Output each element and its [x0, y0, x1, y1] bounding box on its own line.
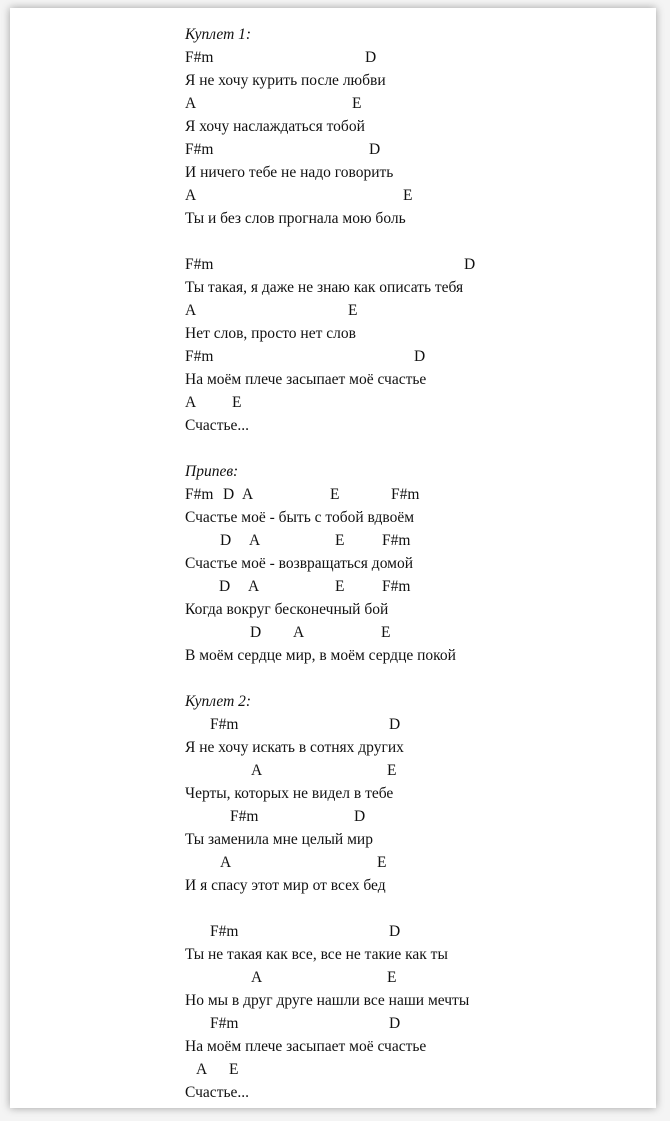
chord: A	[251, 762, 263, 779]
lyric-line: Счастье моё - возвращаться домой	[185, 555, 414, 572]
lyric-line: Ты такая, я даже не знаю как описать тебя	[185, 279, 464, 296]
lyric-line: И ничего тебе не надо говорить	[185, 164, 394, 181]
section-title: Припев:	[185, 463, 239, 480]
chord-line	[185, 851, 655, 874]
chord-line	[185, 138, 655, 161]
chord: A	[185, 302, 197, 319]
chord-line	[185, 345, 655, 368]
chord-line	[185, 713, 655, 736]
chord: D	[389, 923, 401, 940]
chord: F#m	[382, 578, 411, 595]
chord: D	[389, 1015, 401, 1032]
chord: E	[348, 302, 358, 319]
chord: A	[251, 969, 263, 986]
chord-line	[185, 1012, 655, 1035]
chord: A	[185, 95, 197, 112]
chord: E	[335, 532, 345, 549]
chord: F#m	[185, 348, 214, 365]
chord: F#m	[391, 486, 420, 503]
chord: D	[223, 486, 235, 503]
chord: E	[335, 578, 345, 595]
chord-line	[185, 759, 655, 782]
chord: D	[389, 716, 401, 733]
spacer	[185, 437, 655, 460]
chord: A	[220, 854, 232, 871]
chord: D	[464, 256, 476, 273]
chord: F#m	[185, 49, 214, 66]
chord-line	[185, 966, 655, 989]
lyric-line: Я хочу наслаждаться тобой	[185, 118, 365, 135]
chord: F#m	[185, 486, 214, 503]
chord: E	[330, 486, 340, 503]
spacer	[185, 230, 655, 253]
chord: F#m	[382, 532, 411, 549]
chord: A	[196, 1061, 208, 1078]
lyric-line: Я не хочу искать в сотнях других	[185, 739, 404, 756]
lyric-line: Счастье...	[185, 417, 250, 434]
chord-line	[185, 1058, 655, 1081]
chord-line	[185, 391, 655, 414]
chord: A	[249, 532, 261, 549]
chord: D	[219, 578, 231, 595]
chord-line	[185, 575, 655, 598]
chord: A	[242, 486, 254, 503]
chord: F#m	[185, 256, 214, 273]
chord: A	[293, 624, 305, 641]
lyrics-sheet	[10, 8, 656, 1108]
lyric-line: Счастье...	[185, 1084, 250, 1101]
chord-line	[185, 920, 655, 943]
lyric-line: И я спасу этот мир от всех бед	[185, 877, 386, 894]
lyric-line: Счастье моё - быть с тобой вдвоём	[185, 509, 415, 526]
spacer	[185, 667, 655, 690]
lyrics-content	[185, 23, 655, 1104]
chord: D	[354, 808, 366, 825]
lyric-line: Ты не такая как все, все не такие как ты	[185, 946, 448, 963]
chord: A	[248, 578, 260, 595]
chord: F#m	[210, 1015, 239, 1032]
chord: E	[387, 762, 397, 779]
chord: E	[377, 854, 387, 871]
lyric-line: В моём сердце мир, в моём сердце покой	[185, 647, 456, 664]
chord: E	[352, 95, 362, 112]
chord: F#m	[210, 716, 239, 733]
lyric-line: Ты и без слов прогнала мою боль	[185, 210, 406, 227]
chord: F#m	[210, 923, 239, 940]
chord: D	[414, 348, 426, 365]
chord-line	[185, 92, 655, 115]
chord-line	[185, 621, 655, 644]
lyric-line: Нет слов, просто нет слов	[185, 325, 356, 342]
chord-line	[185, 46, 655, 69]
chord-line	[185, 529, 655, 552]
lyric-line: Но мы в друг друге нашли все наши мечты	[185, 992, 470, 1009]
chord: E	[381, 624, 391, 641]
section-title: Куплет 1:	[185, 26, 252, 43]
chord-line	[185, 184, 655, 207]
chord: E	[387, 969, 397, 986]
lyric-line: На моём плече засыпает моё счастье	[185, 1038, 427, 1055]
chord: D	[250, 624, 262, 641]
chord: E	[232, 394, 242, 411]
lyric-line: Я не хочу курить после любви	[185, 72, 386, 89]
lyric-line: Черты, которых не видел в тебе	[185, 785, 394, 802]
section-title: Куплет 2:	[185, 693, 252, 710]
chord-line	[185, 253, 655, 276]
chord: D	[369, 141, 381, 158]
chord-line	[185, 483, 655, 506]
chord-line	[185, 805, 655, 828]
lyric-line: Когда вокруг бесконечный бой	[185, 601, 389, 618]
chord-line	[185, 299, 655, 322]
chord: E	[403, 187, 413, 204]
chord: D	[220, 532, 232, 549]
chord: F#m	[230, 808, 259, 825]
lyric-line: Ты заменила мне целый мир	[185, 831, 373, 848]
chord: E	[229, 1061, 239, 1078]
lyric-line: На моём плече засыпает моё счастье	[185, 371, 427, 388]
chord: A	[185, 394, 197, 411]
chord: F#m	[185, 141, 214, 158]
chord: A	[185, 187, 197, 204]
spacer	[185, 897, 655, 920]
chord: D	[365, 49, 377, 66]
